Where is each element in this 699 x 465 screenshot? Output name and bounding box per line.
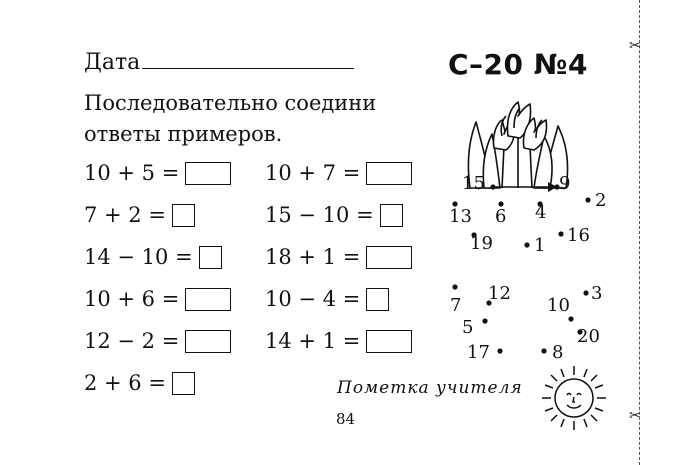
example-expression: 14 − 10 = bbox=[84, 245, 193, 269]
example-expression: 7 + 2 = bbox=[84, 203, 166, 227]
dot-label: 9 bbox=[559, 173, 571, 194]
example-left-5 bbox=[84, 329, 231, 353]
page-number: 84 bbox=[336, 410, 356, 428]
dot[interactable] bbox=[585, 197, 590, 202]
answer-box[interactable] bbox=[185, 330, 231, 353]
example-right-2 bbox=[265, 203, 403, 227]
dot-label: 1 bbox=[534, 235, 546, 256]
example-left-3 bbox=[84, 245, 222, 269]
answer-box[interactable] bbox=[366, 246, 412, 269]
date-label: Дата bbox=[84, 50, 141, 75]
example-right-5 bbox=[265, 329, 412, 353]
example-right-3 bbox=[265, 245, 412, 269]
answer-box[interactable] bbox=[380, 204, 403, 227]
date-line[interactable] bbox=[142, 50, 354, 69]
dot[interactable] bbox=[568, 316, 573, 321]
dot-label: 2 bbox=[595, 190, 607, 211]
example-expression: 10 + 6 = bbox=[84, 287, 180, 311]
answer-box[interactable] bbox=[199, 246, 222, 269]
dot-label: 20 bbox=[577, 326, 600, 347]
answer-box[interactable] bbox=[172, 372, 195, 395]
dot-label: 8 bbox=[552, 342, 564, 363]
cut-line bbox=[639, 0, 640, 465]
example-expression: 12 − 2 = bbox=[84, 329, 180, 353]
answer-box[interactable] bbox=[185, 288, 231, 311]
example-right-4 bbox=[265, 287, 389, 311]
dot-label: 17 bbox=[467, 342, 490, 363]
example-left-2 bbox=[84, 203, 195, 227]
dot[interactable] bbox=[541, 348, 546, 353]
answer-box[interactable] bbox=[172, 204, 195, 227]
example-left-6 bbox=[84, 371, 195, 395]
answer-box[interactable] bbox=[366, 330, 412, 353]
date-field bbox=[84, 50, 354, 75]
dot[interactable] bbox=[482, 318, 487, 323]
instruction-line-2: ответы примеров. bbox=[84, 122, 283, 146]
dot[interactable] bbox=[524, 242, 529, 247]
scissors-icon: ✂ bbox=[629, 408, 641, 424]
scissors-icon: ✂ bbox=[629, 38, 641, 54]
answer-box[interactable] bbox=[366, 162, 412, 185]
instruction-line-1: Последовательно соедини bbox=[84, 91, 377, 115]
dot-label: 7 bbox=[450, 295, 462, 316]
example-left-1 bbox=[84, 161, 231, 185]
example-left-4 bbox=[84, 287, 231, 311]
instruction bbox=[84, 88, 376, 150]
dot-label: 5 bbox=[462, 317, 474, 338]
dot[interactable] bbox=[558, 231, 563, 236]
dot-label: 13 bbox=[449, 206, 472, 227]
example-expression: 18 + 1 = bbox=[265, 245, 361, 269]
dot[interactable] bbox=[452, 284, 457, 289]
dot[interactable] bbox=[497, 348, 502, 353]
answer-box[interactable] bbox=[366, 288, 389, 311]
dot-to-dot-puzzle bbox=[440, 160, 630, 370]
dot[interactable] bbox=[583, 290, 588, 295]
teacher-note: Пометка учителя bbox=[337, 378, 523, 398]
answer-box[interactable] bbox=[185, 162, 231, 185]
dot-label: 15 bbox=[462, 173, 485, 194]
dot-label: 4 bbox=[535, 202, 547, 223]
dot-label: 19 bbox=[470, 233, 493, 254]
example-expression: 2 + 6 = bbox=[84, 371, 166, 395]
dot-label: 6 bbox=[495, 206, 507, 227]
example-expression: 14 + 1 = bbox=[265, 329, 361, 353]
example-expression: 10 + 5 = bbox=[84, 161, 180, 185]
example-expression: 10 − 4 = bbox=[265, 287, 361, 311]
example-expression: 15 − 10 = bbox=[265, 203, 374, 227]
dot-label: 3 bbox=[591, 283, 603, 304]
example-right-1 bbox=[265, 161, 412, 185]
worksheet-code: С–20 №4 bbox=[448, 48, 588, 81]
dot-label: 12 bbox=[488, 283, 511, 304]
sun-icon bbox=[538, 362, 610, 434]
example-expression: 10 + 7 = bbox=[265, 161, 361, 185]
dot-label: 16 bbox=[567, 225, 590, 246]
dot-label: 10 bbox=[547, 295, 570, 316]
